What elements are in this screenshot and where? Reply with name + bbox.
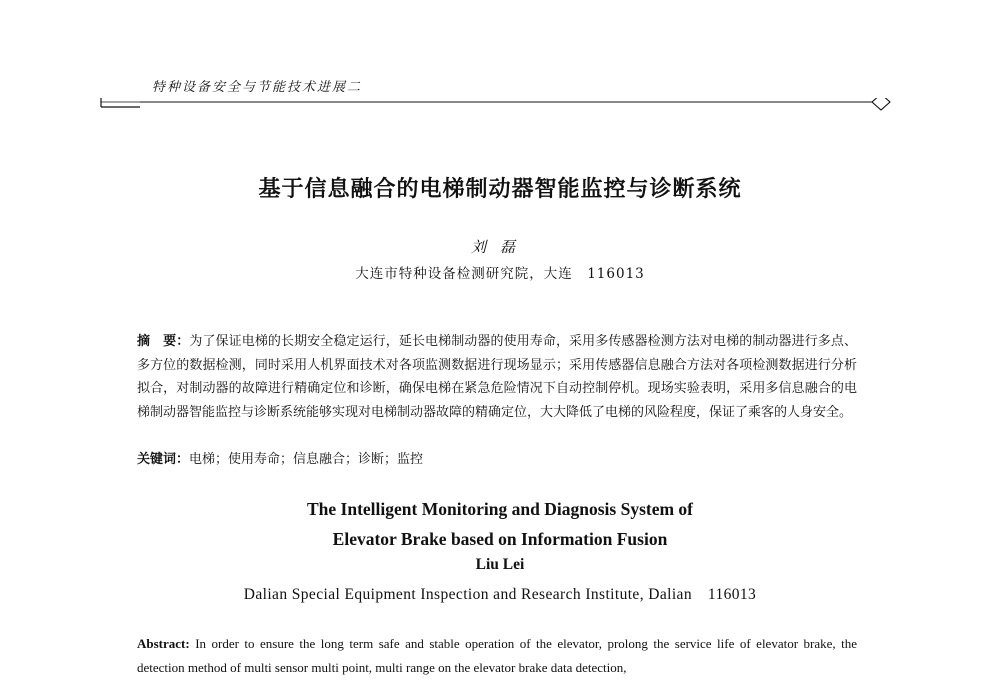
keywords-cn [137,448,857,467]
abstract-en [137,632,857,680]
abstract-cn-text: 为了保证电梯的长期安全稳定运行，延长电梯制动器的使用寿命，采用多传感器检测方法对电梯的制动器进行多点、多方位的数据检测，同时采用人机界面技术对各项监测数据进行现场显示；采用传感器信息融合方法对各项检测数据进行分析拟合，对制动器的故障进行精确定位和诊断，确保电梯在紧急危险情况下自动控制停机。现场实验表明，采用多信息融合的电梯制动器智能监控与诊断系统能够实现对电梯制动器故障的精确定位，大大降低了电梯的风险程度，保证了乘客的人身安全。 [137,334,857,420]
keywords-cn-label: 关键词： [137,452,190,467]
running-header: 特种设备安全与节能技术进展二 [152,80,363,95]
author-cn: 刘磊 [470,238,529,256]
header-rule [100,98,900,118]
diamond-icon [872,98,890,110]
affiliation-en: Dalian Special Equipment Inspection and Research Institute, Dalian 116013 [243,586,757,603]
keywords-cn-text: 电梯；使用寿命；信息融合；诊断；监控 [189,452,424,467]
paper-title-cn: 基于信息融合的电梯制动器智能监控与诊断系统 [258,177,742,202]
abstract-en-label: Abstract: [137,636,190,651]
affiliation-cn: 大连市特种设备检测研究院，大连 116013 [355,266,645,282]
abstract-cn [137,330,857,424]
paper-title-en-line1: The Intelligent Monitoring and Diagnosis System of [307,499,693,519]
paper-title-en [0,494,1000,554]
author-en: Liu Lei [475,556,525,573]
paper-title-en-line2: Elevator Brake based on Information Fusion [332,529,668,549]
abstract-cn-label: 摘 要： [137,334,190,349]
abstract-en-text: In order to ensure the long term safe and stable operation of the elevator, prolong the service life of elevator brake, the detection method of multi sensor multi point, multi range on the elevator brake data detection, [137,636,857,675]
